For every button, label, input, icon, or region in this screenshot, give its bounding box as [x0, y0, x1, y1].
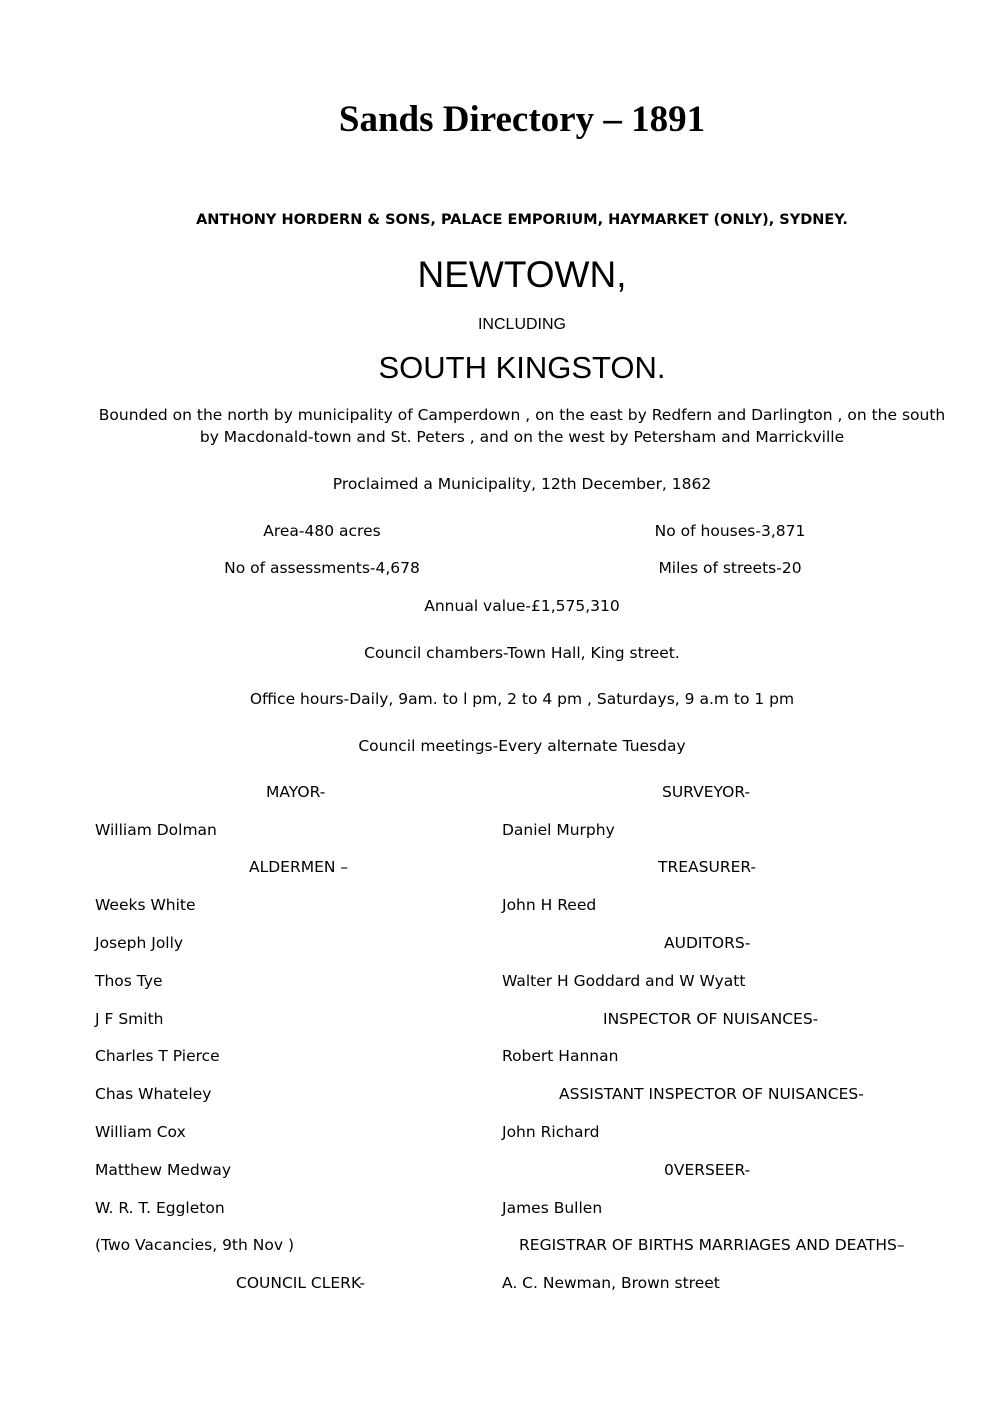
auditors-names: Walter H Goddard and W Wyatt	[502, 972, 746, 990]
alderman-item: Matthew Medway	[95, 1161, 232, 1179]
overseer-heading: 0VERSEER-	[664, 1161, 751, 1179]
alderman-item: Joseph Jolly	[95, 934, 184, 952]
council-chambers-line: Council chambers-Town Hall, King street.	[364, 644, 680, 662]
assistant-inspector-name: John Richard	[502, 1123, 600, 1141]
council-clerk-heading: COUNCIL CLERK-	[236, 1274, 366, 1292]
area-stat: Area-480 acres	[263, 522, 381, 540]
auditors-heading: AUDITORS-	[664, 934, 751, 952]
page-title: Sands Directory – 1891	[338, 99, 706, 140]
mayor-name: William Dolman	[95, 821, 217, 839]
surveyor-name: Daniel Murphy	[502, 821, 615, 839]
boundaries-description	[22, 404, 1000, 448]
alderman-item: Chas Whateley	[95, 1085, 212, 1103]
treasurer-name: John H Reed	[502, 896, 597, 914]
office-hours-line: Office hours-Daily, 9am. to l pm, 2 to 4 pm , Saturdays, 9 a.m to 1 pm	[249, 690, 795, 708]
alderman-item: Charles T Pierce	[95, 1047, 220, 1065]
council-meetings-line: Council meetings-Every alternate Tuesday	[358, 737, 686, 755]
alderman-item: J F Smith	[95, 1010, 164, 1028]
alderman-item: Thos Tye	[95, 972, 163, 990]
boundaries-line-2: by Macdonald-town and St. Peters , and on the west by Petersham and Marrickville	[199, 428, 845, 446]
overseer-name: James Bullen	[502, 1199, 603, 1217]
town-heading: NEWTOWN,	[417, 254, 627, 295]
alderman-item: W. R. T. Eggleton	[95, 1199, 225, 1217]
assessments-stat: No of assessments-4,678	[224, 559, 420, 577]
suburb-heading: SOUTH KINGSTON.	[378, 350, 666, 385]
proclamation-line: Proclaimed a Municipality, 12th December, 1862	[332, 475, 712, 493]
mayor-heading: MAYOR-	[266, 783, 326, 801]
advertisement-line: ANTHONY HORDERN & SONS, PALACE EMPORIUM, HAYMARKET (ONLY), SYDNEY.	[196, 212, 848, 228]
registrar-heading: REGISTRAR OF BIRTHS MARRIAGES AND DEATHS–	[519, 1236, 905, 1254]
alderman-item: Weeks White	[95, 896, 196, 914]
annual-value-stat: Annual value-£1,575,310	[424, 597, 620, 615]
miles-stat: Miles of streets-20	[658, 559, 802, 577]
inspector-name: Robert Hannan	[502, 1047, 619, 1065]
assistant-inspector-heading: ASSISTANT INSPECTOR OF NUISANCES-	[559, 1085, 864, 1103]
including-label: INCLUDING	[477, 316, 566, 333]
boundaries-line-1: Bounded on the north by municipality of Camperdown , on the east by Redfern and Darlington , on the south	[98, 406, 946, 424]
alderman-vacancies-note: (Two Vacancies, 9th Nov )	[95, 1236, 294, 1254]
houses-stat: No of houses-3,871	[654, 522, 806, 540]
inspector-heading: INSPECTOR OF NUISANCES-	[603, 1010, 819, 1028]
surveyor-heading: SURVEYOR-	[662, 783, 751, 801]
aldermen-heading: ALDERMEN –	[249, 858, 349, 876]
treasurer-heading: TREASURER-	[658, 858, 757, 876]
alderman-item: William Cox	[95, 1123, 186, 1141]
registrar-name: A. C. Newman, Brown street	[502, 1274, 720, 1292]
